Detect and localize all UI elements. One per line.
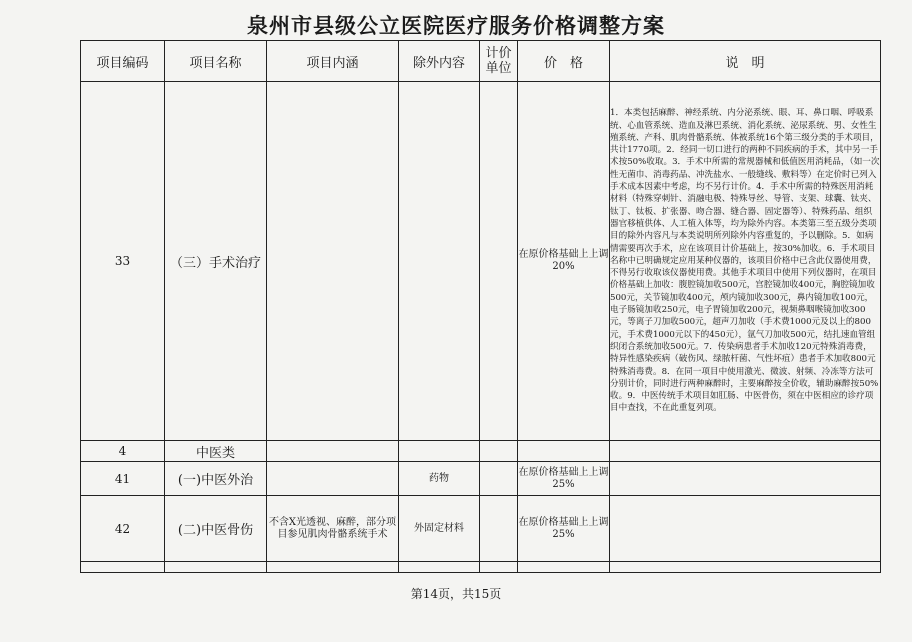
row-unit <box>480 462 518 496</box>
row-unit <box>480 496 518 562</box>
row-name: 中医类 <box>165 441 267 462</box>
table-row <box>81 496 881 562</box>
header-note: 说 明 <box>610 41 881 82</box>
price-table <box>80 40 881 573</box>
page-number: 第14页，共15页 <box>410 587 502 601</box>
row-price: 在原价格基础上上调20% <box>518 82 610 441</box>
table-row <box>81 441 881 462</box>
row-content <box>267 82 399 441</box>
header-unit-line1: 计价 <box>485 46 512 61</box>
row-name: (二)中医骨伤 <box>165 496 267 562</box>
row-exclusion <box>399 441 480 462</box>
row-content: 不含X光透视、麻醉，部分项目参见肌肉骨骼系统手术 <box>267 496 399 562</box>
row-code: 4 <box>81 441 165 462</box>
table-row <box>81 82 881 441</box>
table-header-row <box>81 41 881 82</box>
row-exclusion: 外固定材料 <box>399 496 480 562</box>
header-name: 项目名称 <box>165 41 267 82</box>
table-spacer-row <box>81 562 881 573</box>
header-exclusion: 除外内容 <box>399 41 480 82</box>
header-content: 项目内涵 <box>267 41 399 82</box>
row-code: 42 <box>81 496 165 562</box>
row-note <box>610 441 881 462</box>
row-code: 33 <box>81 82 165 441</box>
row-exclusion: 药物 <box>399 462 480 496</box>
row-exclusion <box>399 82 480 441</box>
row-note <box>610 496 881 562</box>
table-row <box>81 462 881 496</box>
header-code: 项目编码 <box>81 41 165 82</box>
row-price: 在原价格基础上上调25% <box>518 462 610 496</box>
row-content <box>267 441 399 462</box>
row-unit <box>480 441 518 462</box>
row-name: （三）手术治疗 <box>165 82 267 441</box>
row-note: 1．本类包括麻醉、神经系统、内分泌系统、眼、耳、鼻口咽、呼吸系统、心血管系统、造血及淋巴系统、消化系统、泌尿系统、男、女性生殖系统、产科、肌肉骨骼系统、体被系统16个第三级分类的手术项目，共计1770项。2．经同一切口进行的两种不同疾病的手术，其中另一手术按50%收取。3．手术中所需的常规器械和低值医用消耗品，（如一次性无菌巾、消毒药品、冲洗盐水、一般缝线、敷料等）在定价时已列入手术成本因素中考虑，均不另行计价。4．手术中所需的特殊医用消耗材料（特殊穿刺针、消融电极、特殊导丝、导管、支架、球囊、钛夹、钛丁、钛板、扩张器、吻合器、缝合器、固定器等）、特殊药品、组织器官移植供体、人工植入体等，均为除外内容。本类第三至五级分类项目的除外内容凡与本类说明所列除外内容重复的，予以删除。5．如病情需要再次手术，应在该项目计价基础上，按30%加收。6．手术项目名称中已明确规定应用某种仪器的，该项目价格中已含此仪器使用费，不得另行收取该仪器使用费。其他手术项目中使用下列仪器时，在项目价格基础上加收：腹腔镜加收500元，宫腔镜加收400元，胸腔镜加收500元，关节镜加收400元，颅内镜加收300元，鼻内镜加收100元，电子肠镜加收250元，电子胃镜加收200元，视频鼻咽喉镜加收300元，等离子刀加收500元，超声刀加收（手术费1000元及以上的800元，手术费1000元以下的450元），氩气刀加收500元，结扎速血管组织闭合系统加收500元。7．传染病患者手术加收120元特殊消毒费，特异性感染疾病（破伤风、绿脓杆菌、气性坏疽）患者手术加收800元特殊消毒费。8．在同一项目中使用激光、微波、射频、冷冻等方法可分别计价，同时进行两种麻醉时，主要麻醉按全价收，辅助麻醉按50%收。9．中医传统手术项目如肛肠、中医骨伤，须在中医相应的诊疗项目中查找，不在此重复列项。 <box>610 82 881 441</box>
row-note <box>610 462 881 496</box>
row-unit <box>480 82 518 441</box>
header-unit <box>480 41 518 82</box>
row-content <box>267 462 399 496</box>
row-name: (一)中医外治 <box>165 462 267 496</box>
page-title: 泉州市县级公立医院医疗服务价格调整方案 <box>247 13 665 38</box>
header-price: 价 格 <box>518 41 610 82</box>
row-price <box>518 441 610 462</box>
row-price: 在原价格基础上上调25% <box>518 496 610 562</box>
row-code: 41 <box>81 462 165 496</box>
header-unit-line2: 单位 <box>485 61 512 76</box>
